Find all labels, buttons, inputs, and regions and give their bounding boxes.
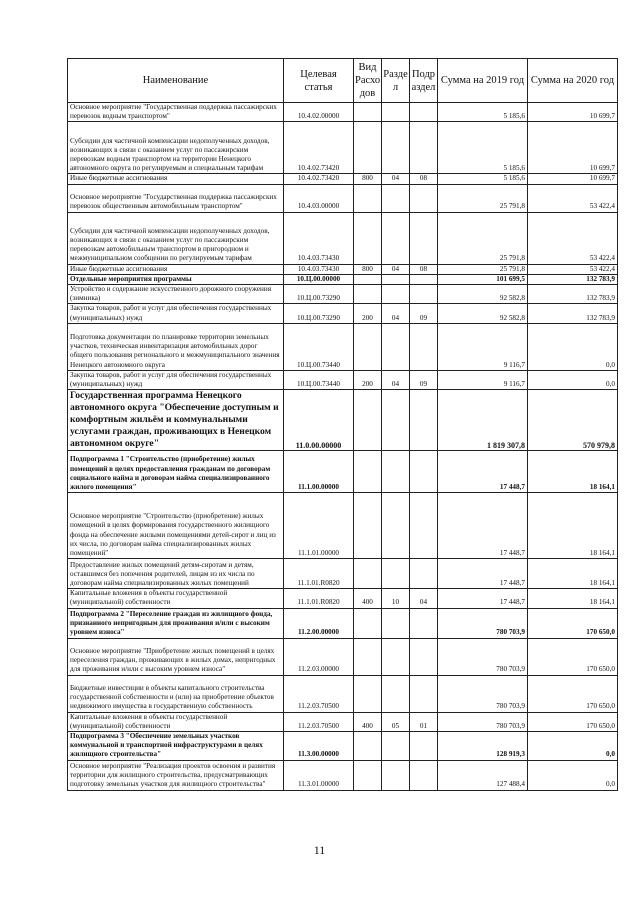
row-target-article: 10.Ц.00.73440 xyxy=(284,323,354,370)
row-subsection xyxy=(410,675,438,712)
row-target-article: 11.1.01.R0820 xyxy=(284,559,354,589)
row-section: 04 xyxy=(382,370,410,389)
row-expense-type xyxy=(354,559,382,589)
row-subsection: 08 xyxy=(410,174,438,184)
row-target-article: 11.3.00.00000 xyxy=(284,732,354,761)
row-subsection xyxy=(410,451,438,493)
row-name: Устройство и содержание искусственного дорожного сооружения (зимника) xyxy=(68,285,284,304)
row-expense-type: 200 xyxy=(354,304,382,323)
row-section xyxy=(382,274,410,284)
row-sum-2020: 570 979,8 xyxy=(528,390,618,451)
row-name: Отдельные мероприятия программы xyxy=(68,274,284,284)
budget-table-container xyxy=(67,58,617,791)
row-target-article: 10.4.03.00000 xyxy=(284,184,354,212)
row-target-article: 10.4.02.73420 xyxy=(284,174,354,184)
row-sum-2019: 127 488,4 xyxy=(438,760,528,790)
row-subsection xyxy=(410,493,438,559)
row-target-article: 11.2.03.70500 xyxy=(284,675,354,712)
row-section xyxy=(382,559,410,589)
row-section xyxy=(382,285,410,304)
row-expense-type: 800 xyxy=(354,174,382,184)
row-expense-type xyxy=(354,675,382,712)
row-target-article: 10.4.03.73430 xyxy=(284,264,354,274)
row-sum-2019: 780 703,9 xyxy=(438,608,528,638)
row-sum-2019: 9 116,7 xyxy=(438,323,528,370)
row-expense-type xyxy=(354,638,382,675)
row-expense-type xyxy=(354,274,382,284)
row-sum-2019: 101 699,5 xyxy=(438,274,528,284)
row-section xyxy=(382,212,410,264)
row-expense-type xyxy=(354,608,382,638)
row-sum-2019: 9 116,7 xyxy=(438,370,528,389)
row-sum-2020: 53 422,4 xyxy=(528,264,618,274)
row-sum-2019: 17 448,7 xyxy=(438,493,528,559)
table-row xyxy=(68,122,618,174)
row-expense-type xyxy=(354,184,382,212)
row-sum-2020: 18 164,1 xyxy=(528,559,618,589)
row-name: Подготовка документации по планировке территории земельных участков, техническая инвентаризация автомобильных дорог общего пользования регионального и межмуниципального значения Ненецкого автономного округа xyxy=(68,323,284,370)
row-subsection xyxy=(410,390,438,451)
row-expense-type: 800 xyxy=(354,264,382,274)
row-sum-2020: 132 783,9 xyxy=(528,304,618,323)
table-row xyxy=(68,589,618,608)
row-sum-2020: 0,0 xyxy=(528,370,618,389)
row-section: 10 xyxy=(382,589,410,608)
table-row xyxy=(68,493,618,559)
row-subsection xyxy=(410,732,438,761)
row-expense-type: 400 xyxy=(354,712,382,731)
row-section xyxy=(382,184,410,212)
header-subsection: Подр аздел xyxy=(410,59,438,103)
budget-table xyxy=(67,58,618,791)
row-section xyxy=(382,675,410,712)
row-subsection: 09 xyxy=(410,370,438,389)
table-row xyxy=(68,184,618,212)
row-expense-type xyxy=(354,285,382,304)
row-target-article: 10.4.02.73420 xyxy=(284,122,354,174)
row-expense-type xyxy=(354,760,382,790)
row-target-article: 11.3.01.00000 xyxy=(284,760,354,790)
row-expense-type xyxy=(354,122,382,174)
row-target-article: 11.1.01.R0820 xyxy=(284,589,354,608)
row-sum-2020: 18 164,1 xyxy=(528,451,618,493)
row-subsection xyxy=(410,103,438,122)
row-sum-2019: 5 185,6 xyxy=(438,122,528,174)
row-expense-type: 200 xyxy=(354,370,382,389)
row-sum-2019: 25 791,8 xyxy=(438,264,528,274)
row-subsection xyxy=(410,285,438,304)
row-subsection xyxy=(410,638,438,675)
row-sum-2019: 92 582,8 xyxy=(438,304,528,323)
row-sum-2019: 5 185,6 xyxy=(438,103,528,122)
row-name: Закупка товаров, работ и услуг для обеспечения государственных (муниципальных) нужд xyxy=(68,304,284,323)
table-row xyxy=(68,264,618,274)
row-sum-2019: 1 819 307,8 xyxy=(438,390,528,451)
row-name: Основное мероприятие "Строительство (приобретение) жилых помещений в целях формирования государственного жилищного фонда на обеспечение жилыми помещениями детей-сирот и лиц из их числа, по договорам найма специализированных жилых помещений" xyxy=(68,493,284,559)
row-subsection xyxy=(410,274,438,284)
row-sum-2019: 17 448,7 xyxy=(438,451,528,493)
row-section xyxy=(382,608,410,638)
row-sum-2020: 170 650,0 xyxy=(528,675,618,712)
row-sum-2020: 53 422,4 xyxy=(528,212,618,264)
row-sum-2020: 10 699,7 xyxy=(528,103,618,122)
row-name: Основное мероприятие "Приобретение жилых помещений в целях переселения граждан, проживающих в жилых домах, непригодных для проживания и/или с высоким уровнем износа" xyxy=(68,638,284,675)
table-row xyxy=(68,274,618,284)
row-subsection: 04 xyxy=(410,589,438,608)
row-sum-2020: 0,0 xyxy=(528,323,618,370)
row-sum-2019: 780 703,9 xyxy=(438,638,528,675)
row-name: Подпрограмма 1 "Строительство (приобретение) жилых помещений в целях предоставления гражданам по договорам социального найма и договорам найма специализированного жилого помещения" xyxy=(68,451,284,493)
row-subsection xyxy=(410,212,438,264)
row-name: Капитальные вложения в объекты государственной (муниципальной) собственности xyxy=(68,589,284,608)
table-row xyxy=(68,732,618,761)
row-section xyxy=(382,323,410,370)
header-name: Наименование xyxy=(68,59,284,103)
row-name: Субсидии для частичной компенсации недополученных доходов, возникающих в связи с оказанием услуг по пассажирским перевозкам автомобильным транспортом в пригородном и межмуниципальном сообщении по регулируемым тарифам xyxy=(68,212,284,264)
row-sum-2019: 92 582,8 xyxy=(438,285,528,304)
row-section xyxy=(382,103,410,122)
row-sum-2020: 132 783,9 xyxy=(528,285,618,304)
table-row xyxy=(68,608,618,638)
row-section xyxy=(382,122,410,174)
row-target-article: 10.Ц.00.73290 xyxy=(284,285,354,304)
row-section: 04 xyxy=(382,174,410,184)
row-expense-type xyxy=(354,212,382,264)
row-sum-2019: 17 448,7 xyxy=(438,559,528,589)
row-target-article: 10.Ц.00.73440 xyxy=(284,370,354,389)
row-sum-2019: 780 703,9 xyxy=(438,675,528,712)
table-row xyxy=(68,638,618,675)
table-row xyxy=(68,390,618,451)
row-expense-type xyxy=(354,732,382,761)
row-target-article: 11.2.03.00000 xyxy=(284,638,354,675)
row-target-article: 11.1.00.00000 xyxy=(284,451,354,493)
row-name: Предоставление жилых помещений детям-сиротам и детям, оставшимся без попечения родителей, лицам из их числа по договорам найма специализированных жилых помещений xyxy=(68,559,284,589)
row-name: Основное мероприятие "Государственная поддержка пассажирских перевозок водным транспортом" xyxy=(68,103,284,122)
row-subsection: 09 xyxy=(410,304,438,323)
table-header-row xyxy=(68,59,618,103)
row-section xyxy=(382,390,410,451)
row-expense-type xyxy=(354,103,382,122)
row-name: Основное мероприятие "Реализация проектов освоения и развития территории для жилищного строительства, предусматривающих подготовку земельных участков для жилищного строительства" xyxy=(68,760,284,790)
row-name: Капитальные вложения в объекты государственной (муниципальной) собственности xyxy=(68,712,284,731)
row-name: Бюджетные инвестиции в объекты капитального строительства государственной собственности и (или) на приобретение объектов недвижимого имущества в государственную собственность xyxy=(68,675,284,712)
row-expense-type xyxy=(354,390,382,451)
row-sum-2020: 170 650,0 xyxy=(528,712,618,731)
row-name: Закупка товаров, работ и услуг для обеспечения государственных (муниципальных) нужд xyxy=(68,370,284,389)
row-subsection: 08 xyxy=(410,264,438,274)
row-target-article: 10.4.02.00000 xyxy=(284,103,354,122)
row-subsection xyxy=(410,122,438,174)
row-sum-2020: 10 699,7 xyxy=(528,122,618,174)
table-row xyxy=(68,212,618,264)
row-section: 05 xyxy=(382,712,410,731)
row-expense-type: 400 xyxy=(354,589,382,608)
table-row xyxy=(68,451,618,493)
table-row xyxy=(68,675,618,712)
row-subsection xyxy=(410,559,438,589)
row-subsection xyxy=(410,184,438,212)
row-section xyxy=(382,451,410,493)
row-name: Основное мероприятие "Государственная поддержка пассажирских перевозок общественным автомобильным транспортом" xyxy=(68,184,284,212)
row-expense-type xyxy=(354,323,382,370)
row-section xyxy=(382,638,410,675)
row-section: 04 xyxy=(382,264,410,274)
row-sum-2020: 53 422,4 xyxy=(528,184,618,212)
header-sum-2019: Сумма на 2019 год xyxy=(438,59,528,103)
row-name: Подпрограмма 2 "Переселение граждан из жилищного фонда, признанного непригодным для проживания и/или с высоким уровнем износа" xyxy=(68,608,284,638)
header-target-article: Целевая статья xyxy=(284,59,354,103)
row-target-article: 11.2.03.70500 xyxy=(284,712,354,731)
table-row xyxy=(68,103,618,122)
table-row xyxy=(68,712,618,731)
row-name: Иные бюджетные ассигнования xyxy=(68,174,284,184)
table-row xyxy=(68,370,618,389)
table-row xyxy=(68,174,618,184)
table-row xyxy=(68,285,618,304)
row-name: Иные бюджетные ассигнования xyxy=(68,264,284,274)
row-expense-type xyxy=(354,451,382,493)
row-sum-2019: 5 185,6 xyxy=(438,174,528,184)
header-expense-type: Вид Расхо дов xyxy=(354,59,382,103)
row-sum-2020: 18 164,1 xyxy=(528,589,618,608)
table-body xyxy=(68,103,618,791)
table-row xyxy=(68,760,618,790)
row-section xyxy=(382,732,410,761)
row-section: 04 xyxy=(382,304,410,323)
row-section xyxy=(382,760,410,790)
row-target-article: 10.Ц.00.73290 xyxy=(284,304,354,323)
row-subsection xyxy=(410,760,438,790)
row-sum-2020: 0,0 xyxy=(528,760,618,790)
row-sum-2020: 18 164,1 xyxy=(528,493,618,559)
row-subsection xyxy=(410,323,438,370)
row-sum-2020: 10 699,7 xyxy=(528,174,618,184)
row-sum-2020: 132 783,9 xyxy=(528,274,618,284)
row-sum-2019: 25 791,8 xyxy=(438,212,528,264)
row-target-article: 11.1.01.00000 xyxy=(284,493,354,559)
row-sum-2020: 170 650,0 xyxy=(528,638,618,675)
row-name: Государственная программа Ненецкого автономного округа "Обеспечение доступным и комфортным жильём и коммунальными услугами граждан, проживающих в Ненецком автономном округе" xyxy=(68,390,284,451)
row-sum-2019: 17 448,7 xyxy=(438,589,528,608)
table-row xyxy=(68,304,618,323)
row-sum-2019: 780 703,9 xyxy=(438,712,528,731)
table-row xyxy=(68,559,618,589)
row-sum-2019: 128 919,3 xyxy=(438,732,528,761)
row-sum-2020: 0,0 xyxy=(528,732,618,761)
row-name: Подпрограмма 3 "Обеспечение земельных участков коммунальной и транспортной инфраструктурами в целях жилищного строительства" xyxy=(68,732,284,761)
table-row xyxy=(68,323,618,370)
row-section xyxy=(382,493,410,559)
header-sum-2020: Сумма на 2020 год xyxy=(528,59,618,103)
row-target-article: 10.4.03.73430 xyxy=(284,212,354,264)
row-subsection: 01 xyxy=(410,712,438,731)
header-section: Разде л xyxy=(382,59,410,103)
row-target-article: 11.0.00.00000 xyxy=(284,390,354,451)
row-sum-2020: 170 650,0 xyxy=(528,608,618,638)
row-subsection xyxy=(410,608,438,638)
row-target-article: 11.2.00.00000 xyxy=(284,608,354,638)
row-expense-type xyxy=(354,493,382,559)
row-target-article: 10.Ц.00.00000 xyxy=(284,274,354,284)
row-name: Субсидии для частичной компенсации недополученных доходов, возникающих в связи с оказанием услуг по пассажирским перевозкам водным транспортом на территории Ненецкого автономного округа по регулируемым и специальным тарифам xyxy=(68,122,284,174)
row-sum-2019: 25 791,8 xyxy=(438,184,528,212)
page-number: 11 xyxy=(313,843,326,857)
